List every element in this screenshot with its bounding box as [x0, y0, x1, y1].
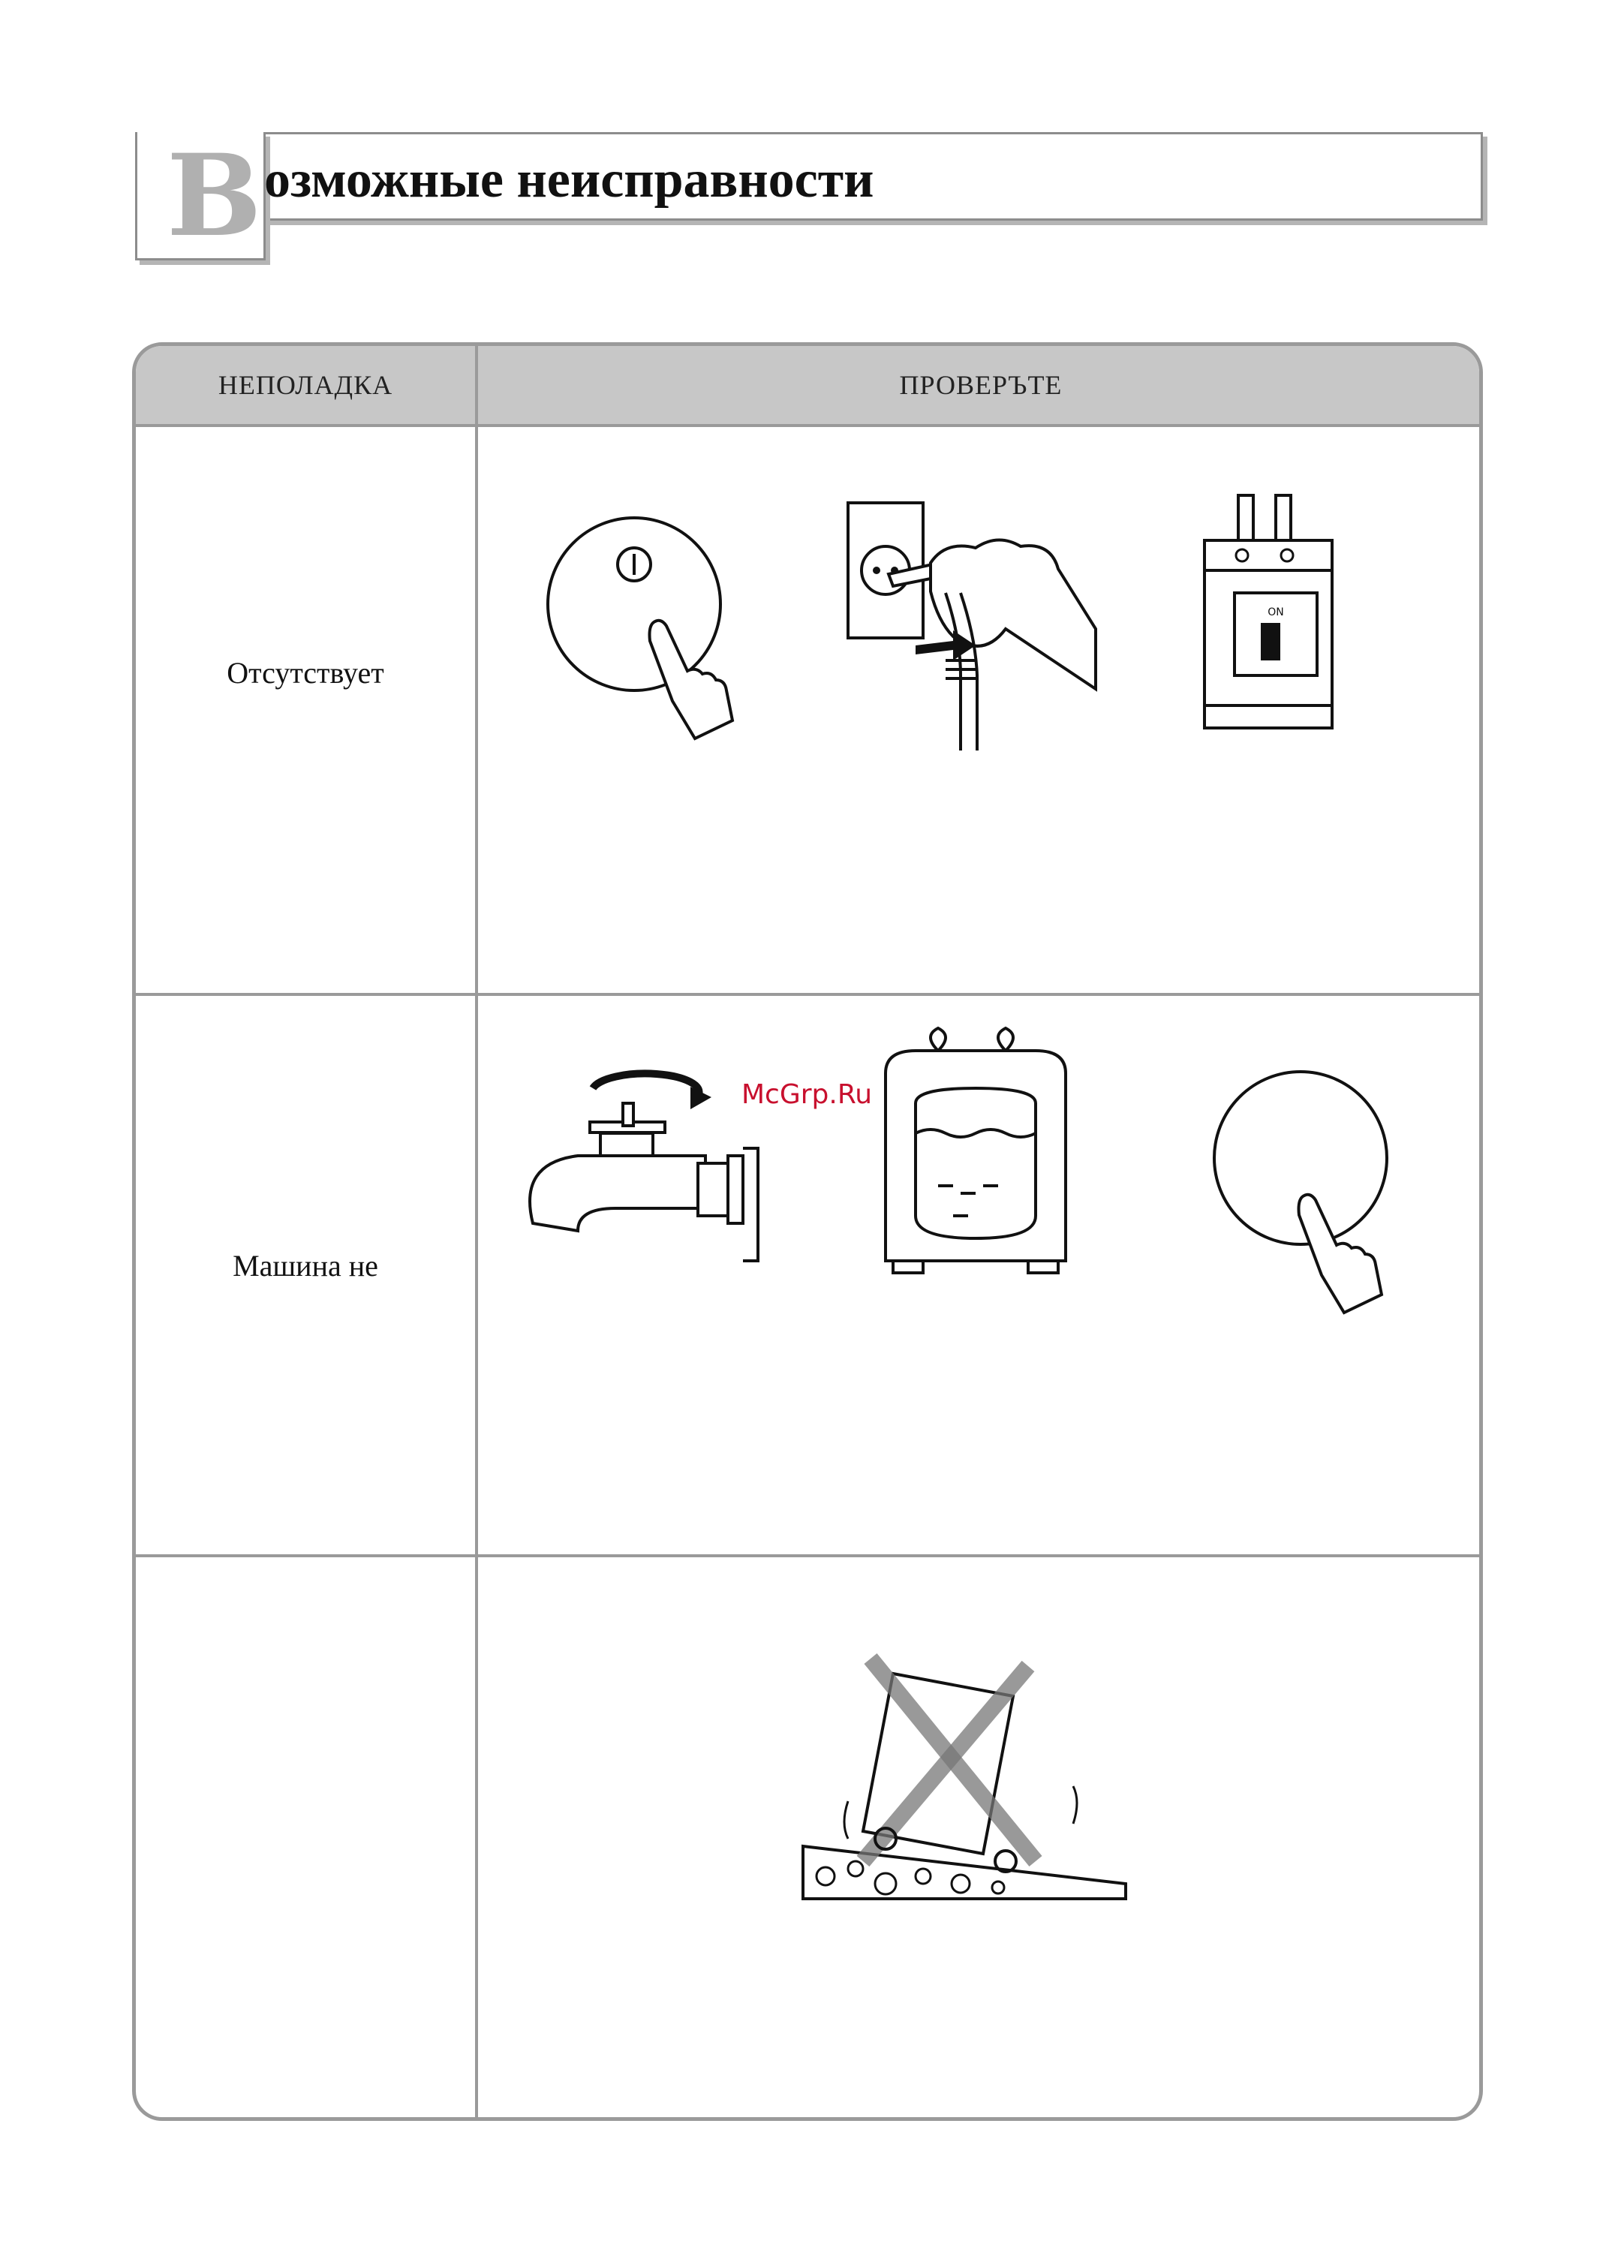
breaker-on-label: ON: [1268, 606, 1284, 618]
table-header: [136, 346, 1479, 427]
tilted-machine-uneven-floor-icon: [795, 1636, 1141, 1921]
title-initial-letter: В: [167, 130, 262, 262]
washing-machine-water-icon: [878, 1036, 1073, 1306]
start-button-icon: [1212, 1069, 1437, 1310]
power-button-icon: [540, 510, 780, 750]
column-divider: [475, 346, 478, 2117]
power-plug-icon: [841, 495, 1141, 750]
page-title: озможные неисправности: [264, 151, 874, 209]
column-header-problem: НЕПОЛАДКА: [218, 370, 393, 400]
watermark: McGrp.Ru: [741, 1079, 873, 1110]
row-divider: [136, 1554, 1479, 1557]
problem-row-2: Машина не: [233, 1249, 378, 1283]
problem-row-1: Отсутствует: [227, 656, 384, 690]
water-tap-icon: [518, 1051, 773, 1268]
column-header-check: ПРОВЕРЪТЕ: [899, 370, 1063, 400]
circuit-breaker-icon: [1201, 495, 1351, 735]
row-divider: [136, 993, 1479, 996]
